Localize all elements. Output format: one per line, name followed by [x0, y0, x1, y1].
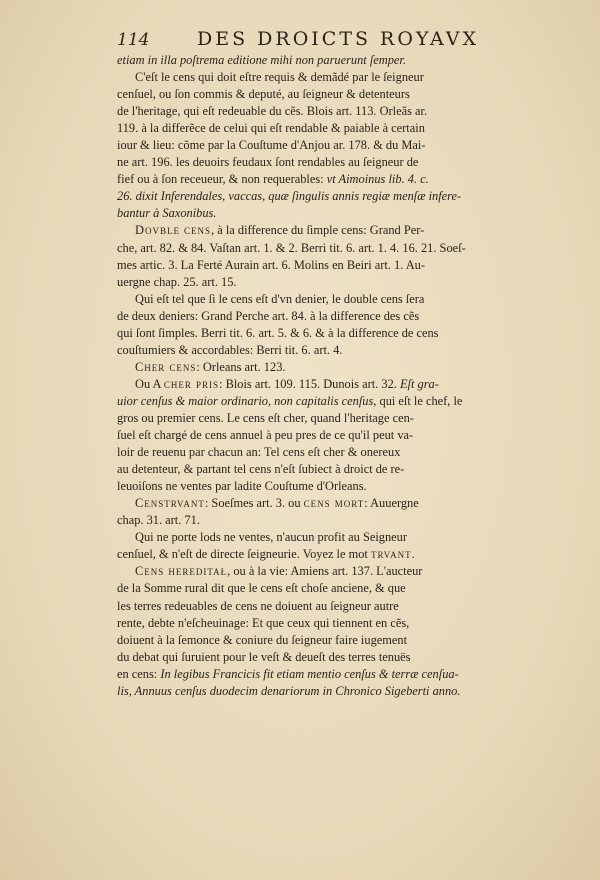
text-line [117, 171, 517, 188]
text-segment: gros ou premier cens. Le cens eſt cher, quand l'heritage cen- [117, 410, 414, 425]
text-segment: cenſuel, ou ſon commis & deputé, au ſeigneur & detenteurs [117, 87, 410, 102]
text-segment: . [411, 547, 415, 562]
text-segment: C'eſt le cens qui doit eſtre requis & demãdé par le ſeigneur [135, 70, 424, 85]
text-segment: chap. 31. art. 71. [117, 513, 200, 528]
running-title: DES DROICTS ROYAVX [197, 28, 480, 50]
text-line [117, 103, 517, 120]
text-segment: de l'heritage, qui eſt redeuable du cẽs. Blois art. 113. Orleãs ar. [117, 104, 428, 119]
text-line [117, 120, 517, 137]
text-segment: lis, Annuus cenſus duodecim denariorum in Chronico Sigeberti anno. [117, 683, 461, 698]
text-line [117, 154, 517, 171]
text-line [117, 427, 517, 444]
text-line [117, 359, 517, 376]
text-line [117, 308, 517, 325]
text-segment: 26. dixit Inferendales, vaccas, quæ ſingulis annis regiæ menſæ infere- [117, 189, 462, 204]
page-number: 114 [117, 30, 150, 50]
text-line [117, 137, 517, 154]
text-line [117, 240, 517, 257]
text-line [117, 461, 517, 478]
text-line [117, 393, 517, 410]
text-segment: iour & lieu: cõme par la Couſtume d'Anjou ar. 178. & du Mai- [117, 138, 426, 153]
text-line [117, 376, 517, 393]
text-segment: bantur à Saxonibus. [117, 206, 217, 221]
text-segment: de la Somme rural dit que le cens eſt choſe anciene, & que [117, 581, 406, 596]
text-segment: en cens: [117, 666, 161, 681]
text-segment: uior cenſus & maior ordinario, non capitalis cenſus [117, 393, 374, 408]
text-segment: che, art. 82. & 84. Vaſtan art. 1. & 2. Berri tit. 6. art. 1. 4. 16. 21. Soeſ- [117, 240, 466, 255]
text-segment: cens mort [303, 496, 365, 511]
text-segment: au detenteur, & partant tel cens n'eſt ſubiect à droict de re- [117, 462, 405, 477]
text-segment: mes artic. 3. La Ferté Aurain art. 6. Molins en Beiri art. 1. Au- [117, 257, 425, 272]
text-line [117, 222, 517, 239]
text-line [117, 512, 517, 529]
text-line [117, 257, 517, 274]
text-line [117, 69, 517, 86]
text-segment: du debat qui ſuruient pour le veſt & deueſt des terres tenuës [117, 649, 411, 664]
text-segment: etiam in illa poſtrema editione mihi non paruerunt ſemper. [117, 53, 406, 67]
text-segment: Censtrvant [135, 496, 205, 511]
text-line [117, 325, 517, 342]
text-line [117, 615, 517, 632]
text-segment: In legibus Francicis fit etiam mentio cenſus & terræ cenſua- [160, 666, 459, 681]
text-segment: Dovble cens [135, 223, 212, 238]
text-segment: cher pris [163, 376, 220, 391]
text-segment: : Orleans art. 123. [196, 359, 286, 374]
text-segment: , ou à la vie: Amiens art. 137. L'aucteur [227, 564, 423, 579]
text-segment: les terres redeuables de cens ne doiuent au ſeigneur autre [117, 598, 399, 613]
text-line [117, 274, 517, 291]
body-text [117, 52, 517, 700]
text-line [117, 52, 517, 69]
text-segment: ne art. 196. les deuoirs feudaux ſont rendables au ſeigneur de [117, 155, 419, 170]
text-line [117, 649, 517, 666]
text-segment: qui ſont ſimples. Berri tit. 6. art. 5. & 6. & à la difference de cens [117, 325, 439, 340]
text-segment: : Soeſmes art. 3. ou [204, 496, 304, 511]
text-line [117, 478, 517, 495]
text-line [117, 342, 517, 359]
text-segment: cenſuel, & n'eſt de directe ſeigneurie. Voyez le mot [117, 547, 371, 562]
text-segment: leuoiſons ne ventes par ladite Couſtume d'Orleans. [117, 479, 367, 494]
text-segment: Qui ne porte lods ne ventes, n'aucun profit au Seigneur [135, 530, 408, 545]
text-line [117, 86, 517, 103]
text-segment: couſtumiers & accordables: Berri tit. 6. art. 4. [117, 342, 343, 357]
text-line [117, 546, 517, 563]
text-line [117, 598, 517, 615]
text-segment: Ou A [135, 376, 164, 391]
text-line [117, 444, 517, 461]
text-segment: ſuel eſt chargé de cens annuel à peu pres de ce qu'il peut va- [117, 428, 414, 443]
text-segment: : Auuergne [364, 496, 419, 511]
text-segment: fief ou à ſon receueur, & non requerables: [117, 172, 327, 187]
text-segment: uergne chap. 25. art. 15. [117, 274, 237, 289]
text-line [117, 410, 517, 427]
text-segment: Qui eſt tel que ſi le cens eſt d'vn denier, le double cens ſera [135, 291, 425, 306]
text-line [117, 580, 517, 597]
text-segment: de deux deniers: Grand Perche art. 84. à la difference des cẽs [117, 308, 420, 323]
text-line [117, 632, 517, 649]
text-segment: loir de reuenu par chacun an: Tel cens eſt cher & onereux [117, 445, 401, 460]
text-segment: : Blois art. 109. 115. Dunois art. 32. [219, 376, 400, 391]
text-segment: , à la difference du ſimple cens: Grand Per- [211, 223, 425, 238]
text-segment: rente, debte n'eſcheuinage: Et que ceux qui tiennent en cẽs, [117, 615, 410, 630]
text-line [117, 563, 517, 580]
text-segment: vt Aimoinus lib. 4. c. [326, 172, 429, 187]
text-line [117, 291, 517, 308]
text-line [117, 666, 517, 683]
text-line [117, 683, 517, 700]
text-line [117, 188, 517, 205]
text-segment: 119. à la differẽce de celui qui eſt rendable & paiable à certain [117, 121, 425, 136]
text-line [117, 205, 517, 222]
text-segment: , qui eſt le chef, le [373, 393, 463, 408]
text-segment: Cher cens [135, 359, 197, 374]
text-line [117, 495, 517, 512]
text-segment: trvant [370, 547, 412, 562]
text-segment: Cens hereditał [135, 564, 228, 579]
text-segment: Eſt gra- [399, 376, 439, 391]
text-segment: doiuent à la ſemonce & coniure du ſeigneur faire iugement [117, 632, 408, 647]
text-line [117, 529, 517, 546]
